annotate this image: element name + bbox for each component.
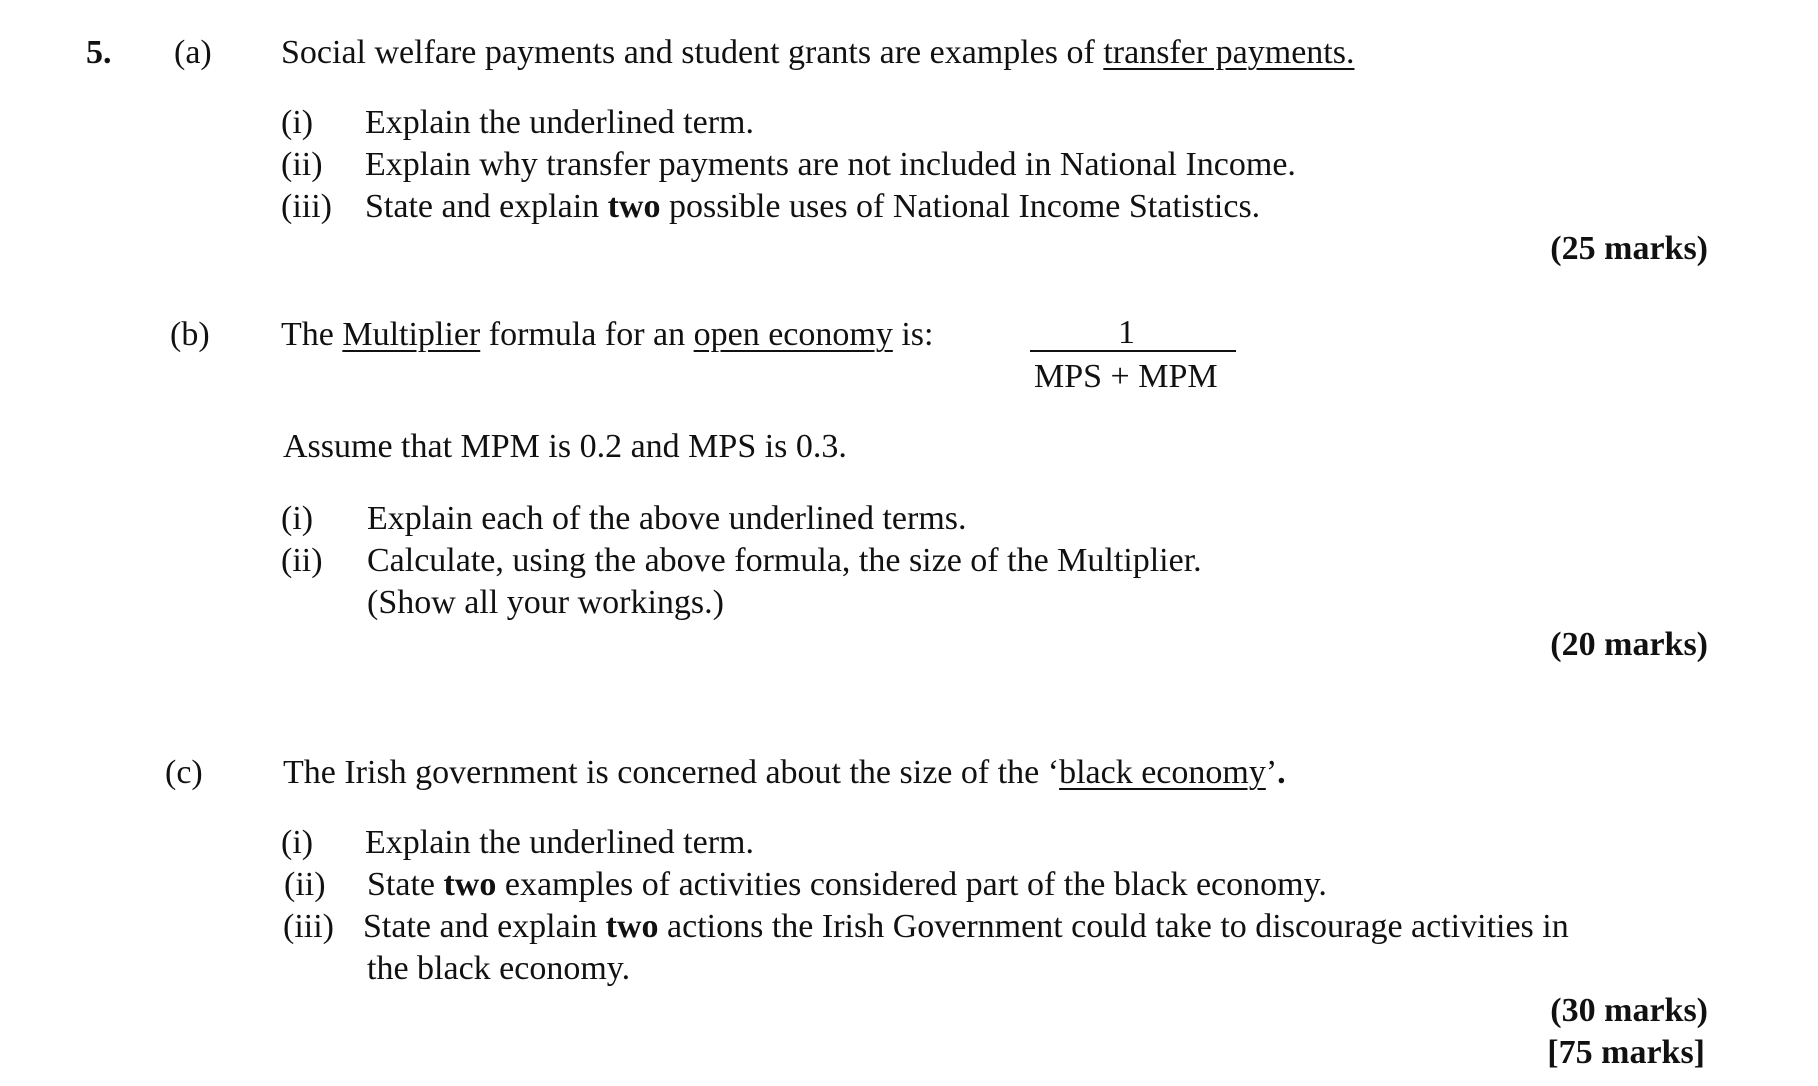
part-c-iii-pre: State and explain xyxy=(363,908,606,945)
part-c-item-text-iii-line2: the black economy. xyxy=(367,950,631,987)
total-marks: [75 marks] xyxy=(1547,1034,1705,1071)
part-c-item-num-i: (i) xyxy=(281,824,314,861)
underlined-term-black-economy: black economy xyxy=(1059,754,1266,791)
underlined-term-multiplier: Multiplier xyxy=(342,316,481,353)
part-c-ii-bold: two xyxy=(443,866,497,903)
part-c-stem-period: . xyxy=(1277,754,1286,791)
part-a-iii-post: possible uses of National Income Statistics. xyxy=(660,188,1261,225)
part-b-item-text-i: Explain each of the above underlined terms. xyxy=(367,500,967,537)
part-c-marks: (30 marks) xyxy=(1550,992,1708,1029)
part-c-stem-quote: ’ xyxy=(1265,754,1278,791)
part-c-stem xyxy=(283,756,1286,790)
part-c-stem-text: The Irish government is concerned about the size of the ‘ xyxy=(283,754,1060,791)
part-c-iii-bold: two xyxy=(605,908,659,945)
part-a-marks: (25 marks) xyxy=(1550,230,1708,267)
fraction-bar xyxy=(1030,350,1236,352)
part-b-item-text-ii: Calculate, using the above formula, the size of the Multiplier. xyxy=(367,542,1202,579)
part-c-item-num-ii: (ii) xyxy=(284,866,326,903)
fraction-denominator: MPS + MPM xyxy=(1034,358,1218,395)
part-b-item-text-ii-line2: (Show all your workings.) xyxy=(367,584,724,621)
part-a-label: (a) xyxy=(174,34,212,71)
part-c-item-text-ii xyxy=(367,868,1327,902)
part-c-ii-post: examples of activities considered part of the black economy. xyxy=(496,866,1327,903)
underlined-term-transfer-payments: transfer payments. xyxy=(1103,34,1355,71)
part-a-item-text-ii: Explain why transfer payments are not included in National Income. xyxy=(365,146,1296,183)
part-c-iii-post: actions the Irish Government could take to discourage activities in xyxy=(658,908,1569,945)
part-a-item-num-ii: (ii) xyxy=(281,146,323,183)
part-b-assumption: Assume that MPM is 0.2 and MPS is 0.3. xyxy=(283,428,847,465)
part-b-label: (b) xyxy=(170,316,210,353)
part-c-item-num-iii: (iii) xyxy=(283,908,334,945)
part-a-item-num-i: (i) xyxy=(281,104,314,141)
part-b-stem-the: The xyxy=(281,316,343,353)
part-b-stem-end: is: xyxy=(892,316,934,353)
part-c-item-text-iii xyxy=(363,910,1569,944)
part-a-iii-bold: two xyxy=(607,188,661,225)
fraction-numerator: 1 xyxy=(1118,314,1135,351)
part-c-label: (c) xyxy=(165,754,203,791)
part-c-item-text-i: Explain the underlined term. xyxy=(365,824,754,861)
part-a-item-text-i: Explain the underlined term. xyxy=(365,104,754,141)
question-number: 5. xyxy=(86,34,112,71)
part-a-item-text-iii xyxy=(365,190,1260,224)
part-b-item-num-i: (i) xyxy=(281,500,314,537)
part-b-stem xyxy=(281,318,933,352)
part-a-stem-text: Social welfare payments and student grants are examples of xyxy=(281,34,1104,71)
part-c-ii-pre: State xyxy=(367,866,444,903)
part-b-stem-mid: formula for an xyxy=(480,316,694,353)
part-a-iii-pre: State and explain xyxy=(365,188,608,225)
part-b-item-num-ii: (ii) xyxy=(281,542,323,579)
part-b-marks: (20 marks) xyxy=(1550,626,1708,663)
part-a-item-num-iii: (iii) xyxy=(281,188,332,225)
part-a-stem xyxy=(281,36,1354,70)
underlined-term-open-economy: open economy xyxy=(693,316,893,353)
